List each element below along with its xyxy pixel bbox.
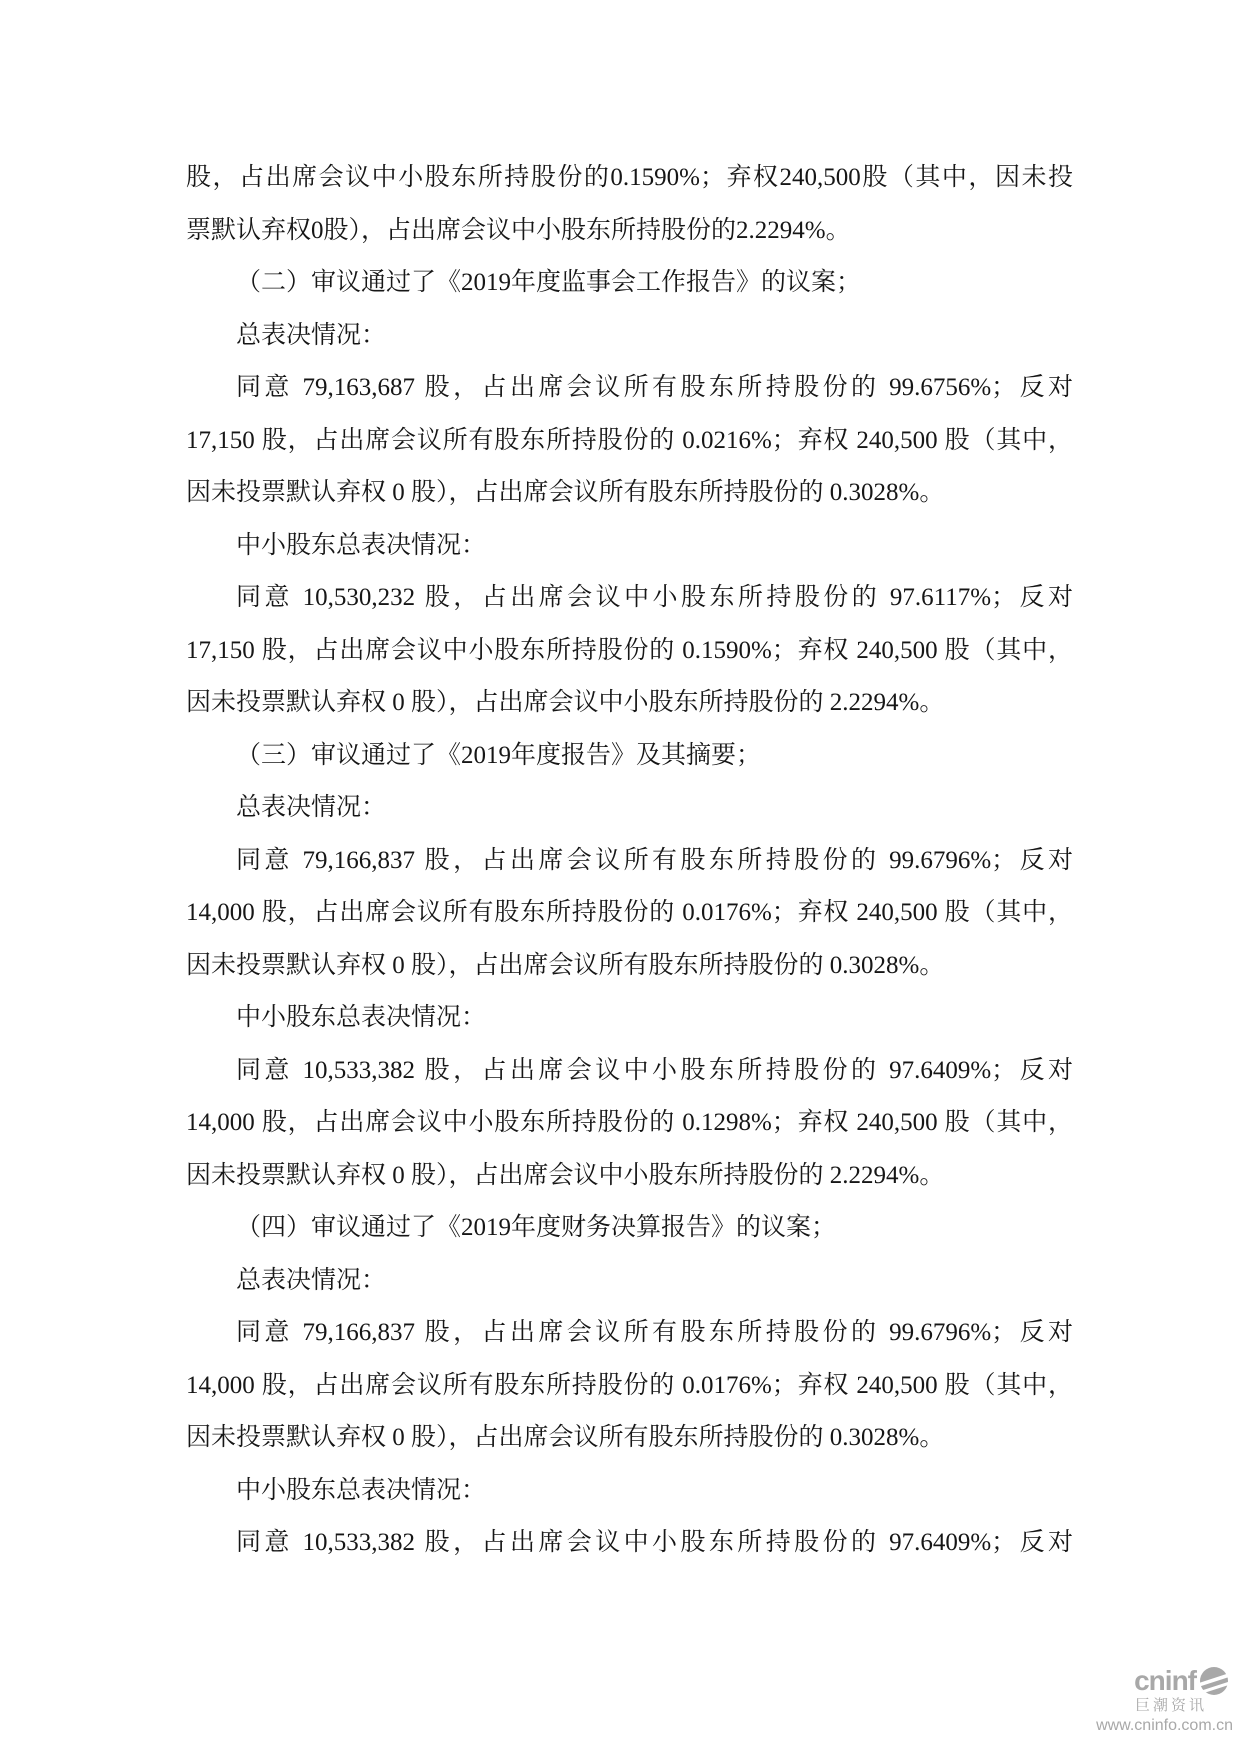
cninfo-logo bbox=[1096, 1664, 1233, 1698]
text-line: 同意 79,166,837 股，占出席会议所有股东所持股份的 99.6796%；反对 bbox=[236, 846, 1073, 874]
text-line: 票默认弃权0股），占出席会议中小股东所持股份的2.2294%。 bbox=[186, 216, 851, 244]
text-line: 同意 79,166,837 股，占出席会议所有股东所持股份的 99.6796%；反对 bbox=[236, 1319, 1073, 1346]
text-line: 因未投票默认弃权 0 股），占出席会议所有股东所持股份的 0.3028%。 bbox=[186, 1424, 945, 1451]
text-line: 同意 10,533,382 股，占出席会议中小股东所持股份的 97.6409%；反对 bbox=[236, 1056, 1073, 1084]
document-body bbox=[186, 152, 1073, 1570]
text-line: 14,000 股，占出席会议中小股东所持股份的 0.1298%；弃权 240,500 股（其中， bbox=[186, 1109, 1073, 1136]
text-line: （三）审议通过了《2019年度报告》及其摘要； bbox=[236, 741, 762, 769]
text-line: 总表决情况： bbox=[236, 321, 387, 349]
text-line: 17,150 股，占出席会议所有股东所持股份的 0.0216%；弃权 240,500 股（其中， bbox=[186, 426, 1073, 454]
cninfo-brand-cn: 巨潮资讯 bbox=[1134, 1697, 1207, 1715]
text-line: 中小股东总表决情况： bbox=[236, 531, 487, 559]
cninfo-logo-text: cninf bbox=[1134, 1665, 1196, 1697]
text-line: 因未投票默认弃权 0 股），占出席会议中小股东所持股份的 2.2294%。 bbox=[186, 689, 945, 716]
text-line: 同意 10,530,232 股，占出席会议中小股东所持股份的 97.6117%；反对 bbox=[236, 584, 1073, 611]
text-line: 中小股东总表决情况： bbox=[236, 1004, 487, 1031]
text-line: 总表决情况： bbox=[236, 1266, 387, 1294]
text-line: （四）审议通过了《2019年度财务决算报告》的议案； bbox=[236, 1214, 837, 1241]
text-line: 总表决情况： bbox=[236, 794, 387, 821]
text-line: 17,150 股，占出席会议中小股东所持股份的 0.1590%；弃权 240,500 股（其中， bbox=[186, 636, 1073, 664]
text-line: （二）审议通过了《2019年度监事会工作报告》的议案； bbox=[236, 269, 862, 296]
cninfo-url: www.cninfo.com.cn bbox=[1096, 1716, 1233, 1734]
text-line: 股，占出席会议中小股东所持股份的0.1590%；弃权240,500股（其中，因未投 bbox=[186, 164, 1073, 191]
text-line: 14,000 股，占出席会议所有股东所持股份的 0.0176%；弃权 240,500 股（其中， bbox=[186, 1371, 1073, 1399]
text-line: 同意 79,163,687 股，占出席会议所有股东所持股份的 99.6756%；反对 bbox=[236, 374, 1073, 401]
text-line: 同意 10,533,382 股，占出席会议中小股东所持股份的 97.6409%；反对 bbox=[236, 1529, 1073, 1556]
cninfo-watermark bbox=[1096, 1664, 1233, 1735]
text-line: 因未投票默认弃权 0 股），占出席会议所有股东所持股份的 0.3028%。 bbox=[186, 479, 945, 506]
text-line: 因未投票默认弃权 0 股），占出席会议中小股东所持股份的 2.2294%。 bbox=[186, 1161, 945, 1189]
text-line: 14,000 股，占出席会议所有股东所持股份的 0.0176%；弃权 240,500 股（其中， bbox=[186, 899, 1073, 926]
text-line: 中小股东总表决情况： bbox=[236, 1476, 487, 1504]
text-line: 因未投票默认弃权 0 股），占出席会议所有股东所持股份的 0.3028%。 bbox=[186, 951, 945, 979]
cninfo-swirl-icon bbox=[1197, 1664, 1231, 1698]
